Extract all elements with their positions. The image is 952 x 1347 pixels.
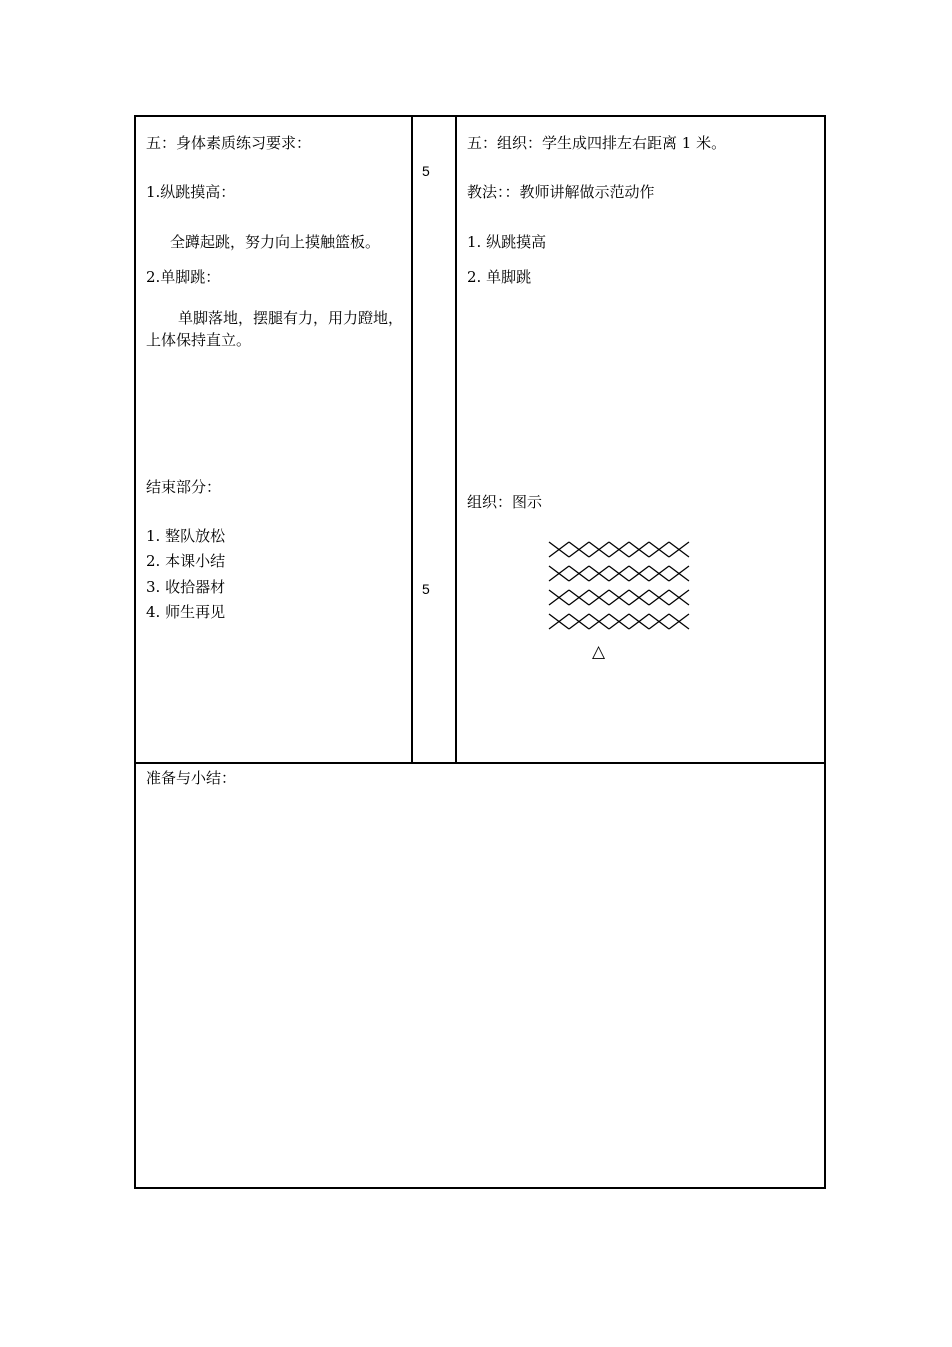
- item2-title: 2.单脚跳：: [146, 268, 221, 286]
- formation-rows: [549, 542, 689, 629]
- ending-item-3: 3. 收拾器材: [146, 578, 226, 596]
- ending-item-1: 1. 整队放松: [146, 527, 226, 545]
- formation-row: [549, 566, 689, 581]
- ending-item-2: 2. 本课小结: [146, 552, 226, 570]
- preparation-summary-label: 准备与小结：: [146, 769, 237, 787]
- method-item-2: 2. 单脚跳: [467, 268, 532, 286]
- item1-description: 全蹲起跳，努力向上摸触篮板。: [170, 233, 381, 251]
- method-text: 教法：：教师讲解做示范动作: [467, 183, 655, 201]
- formation-row: [549, 614, 689, 629]
- column-divider-left: [411, 115, 413, 763]
- formation-diagram: [546, 538, 696, 664]
- time-value-2: 5: [422, 581, 430, 597]
- item1-title: 1.纵跳摸高：: [146, 183, 236, 201]
- teacher-triangle-icon: △: [592, 642, 606, 662]
- method-item-1: 1. 纵跳摸高: [467, 233, 547, 251]
- organization-text: 五：组织：学生成四排左右距离 1 米。: [467, 134, 727, 152]
- column-divider-right: [455, 115, 457, 763]
- diagram-label: 组织：图示: [467, 493, 543, 511]
- item2-description-line1: 单脚落地，摆腿有力，用力蹬地，: [178, 309, 404, 327]
- formation-row: [549, 590, 689, 605]
- item2-description-line2: 上体保持直立。: [146, 331, 252, 349]
- formation-row: [549, 542, 689, 557]
- ending-heading: 结束部分：: [146, 478, 222, 496]
- fitness-heading: 五：身体素质练习要求：: [146, 134, 312, 152]
- row-divider: [134, 762, 826, 764]
- ending-item-4: 4. 师生再见: [146, 603, 226, 621]
- time-value-1: 5: [422, 163, 430, 179]
